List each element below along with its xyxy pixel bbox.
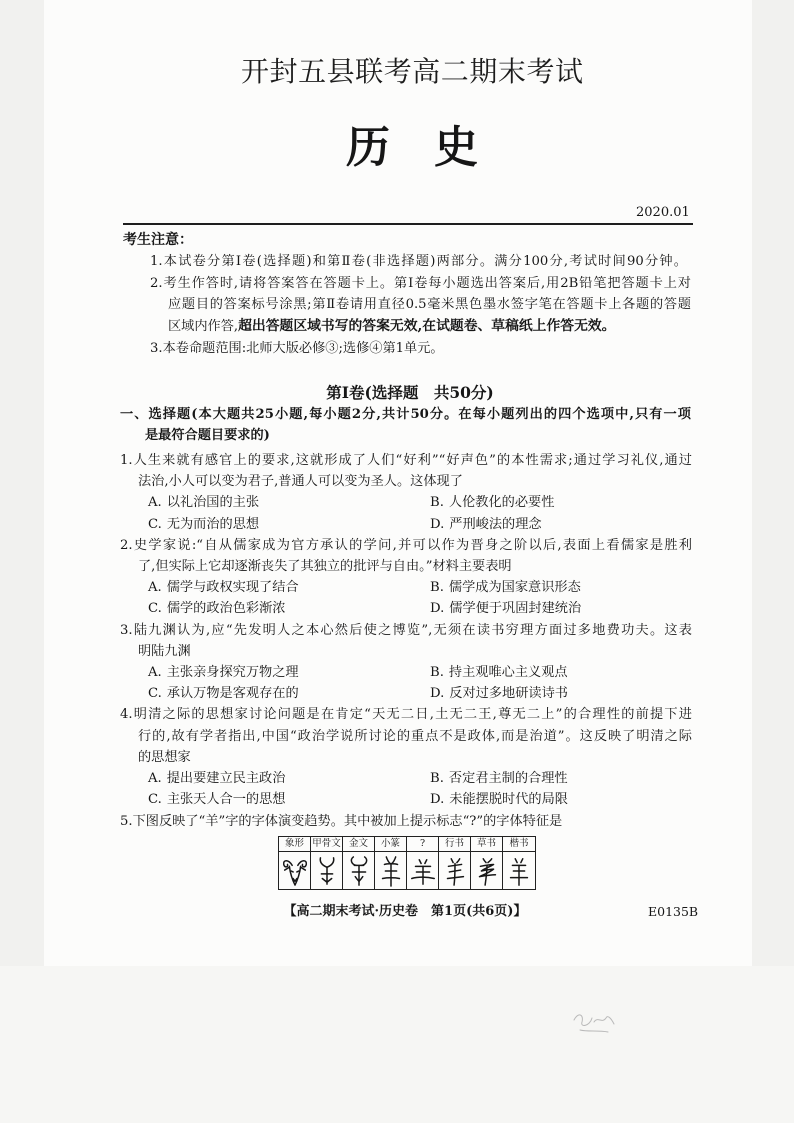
question-1-option-a [148, 494, 259, 512]
question-4-stem: 4.明清之际的思想家讨论问题是在肯定“天无二日,土无二王,尊无二上”的合理性的前提下进 [120, 707, 692, 722]
table-header-regular: 楷书 [503, 837, 535, 852]
option-label: D. [430, 517, 445, 532]
question-1-option-c [148, 516, 259, 534]
page-footer-label: 【高二期末考试·历史卷 第1页(共6页)】 [283, 904, 527, 919]
option-label: C. [148, 601, 162, 616]
scan-lower-margin [0, 966, 794, 1123]
option-text: 承认万物是客观存在的 [166, 686, 299, 701]
sheep-running-script-glyph [440, 853, 470, 889]
option-label: C. [148, 686, 162, 701]
script-evolution-table [278, 836, 536, 890]
sheep-oracle-bone-glyph [312, 853, 342, 889]
section-instructions: 是最符合题目要求的) [145, 428, 270, 443]
subject-title: 历 史 [346, 122, 478, 173]
table-header-oracle-bone: 甲骨文 [311, 837, 343, 852]
option-text: 无为而治的思想 [166, 517, 260, 532]
option-text: 儒学便于巩固封建统治 [449, 601, 582, 616]
pencil-mark [568, 1000, 620, 1040]
notice-line: 2.考生作答时,请将答案答在答题卡上。第Ⅰ卷每小题选出答案后,用2B铅笔把答题卡上对 [150, 276, 691, 291]
glyph-cell [503, 852, 535, 890]
glyph-cell [279, 852, 311, 890]
option-text: 儒学成为国家意识形态 [448, 580, 581, 595]
question-1-stem: 法治,小人可以变为君子,普通人可以变为圣人。这体现了 [138, 474, 463, 489]
option-text: 反对过多地研读诗书 [449, 686, 568, 701]
option-text: 儒学的政治色彩渐浓 [166, 601, 286, 616]
question-3-option-a [148, 664, 299, 682]
question-2-stem: 2.史学家说:“自从儒家成为官方承认的学问,并可以作为晋身之阶以后,表面上看儒家是胜利 [120, 538, 692, 553]
option-label: A. [148, 580, 162, 595]
question-2-option-c [148, 600, 286, 618]
question-3-option-c [148, 685, 299, 703]
section-title: 第Ⅰ卷(选择题 共50分) [326, 383, 494, 402]
notice-line-text: 区域内作答, [168, 319, 239, 334]
table-header-cursive: 草书 [471, 837, 503, 852]
option-text: 未能摆脱时代的局限 [449, 792, 568, 807]
table-header-small-seal: 小篆 [375, 837, 407, 852]
option-text: 儒学与政权实现了结合 [166, 580, 299, 595]
option-text: 主张天人合一的思想 [166, 792, 286, 807]
table-header-unknown: ? [407, 837, 439, 852]
option-label: A. [148, 771, 162, 786]
option-text: 提出要建立民主政治 [166, 771, 286, 786]
paper-code: E0135B [648, 904, 699, 919]
table-header-bronze: 金文 [343, 837, 375, 852]
option-text: 严刑峻法的理念 [449, 517, 542, 532]
option-label: B. [430, 771, 444, 786]
sheep-pictograph-glyph [280, 853, 310, 889]
option-label: B. [430, 665, 444, 680]
option-label: C. [148, 517, 162, 532]
question-1-stem: 1.人生来就有感官上的要求,这就形成了人们“好利”“好声色”的本性需求;通过学习礼仪,通过 [120, 453, 692, 468]
exam-title: 开封五县联考高二期末考试 [241, 55, 583, 88]
option-text: 以礼治国的主张 [166, 495, 260, 510]
table-header-running: 行书 [439, 837, 471, 852]
question-4-option-c [148, 791, 286, 809]
question-1-option-d [430, 516, 542, 534]
option-text: 否定君主制的合理性 [448, 771, 568, 786]
glyph-cell [343, 852, 375, 890]
sheep-unknown-script-glyph [408, 853, 438, 889]
table-header-pictograph: 象形 [279, 837, 311, 852]
notice-heading: 考生注意： [123, 232, 193, 248]
question-4-stem: 的思想家 [138, 750, 191, 765]
option-label: B. [430, 495, 444, 510]
option-label: D. [430, 601, 445, 616]
option-label: A. [148, 495, 162, 510]
question-4-stem: 行的,故有学者指出,中国“政治学说所讨论的重点不是政体,而是治道”。这反映了明清之际 [138, 729, 692, 744]
section-instructions: 一、选择题(本大题共25小题,每小题2分,共计50分。在每小题列出的四个选项中,只有一项 [120, 407, 691, 422]
notice-line: 应题目的答案标号涂黑;第Ⅱ卷请用直径0.5毫米黑色墨水签字笔在答题卡上各题的答题 [168, 297, 691, 312]
option-label: D. [430, 792, 445, 807]
option-label: B. [430, 580, 444, 595]
exam-date: 2020.01 [636, 205, 690, 220]
option-label: D. [430, 686, 445, 701]
glyph-cell [375, 852, 407, 890]
header-rule [123, 223, 693, 225]
glyph-cell [407, 852, 439, 890]
question-2-option-b [430, 579, 581, 597]
question-2-option-a [148, 579, 299, 597]
question-1-option-b [430, 494, 554, 512]
notice-line: 3.本卷命题范围:北师大版必修③;选修④第1单元。 [150, 341, 444, 356]
sheep-regular-script-glyph [504, 853, 534, 889]
question-2-option-d [430, 600, 581, 618]
notice-line [168, 317, 615, 335]
question-4-option-d [430, 791, 568, 809]
question-3-stem: 3.陆九渊认为,应“先发明人之本心然后使之博览”,无须在读书穷理方面过多地费功夫。这表 [120, 623, 692, 638]
option-text: 主张亲身探究万物之理 [166, 665, 299, 680]
question-2-stem: 了,但实际上它却逐渐丧失了其独立的批评与自由。”材料主要表明 [138, 559, 512, 574]
question-3-stem: 明陆九渊 [138, 644, 191, 659]
sheep-cursive-glyph [472, 853, 502, 889]
question-3-option-d [430, 685, 568, 703]
notice-line: 1.本试卷分第Ⅰ卷(选择题)和第Ⅱ卷(非选择题)两部分。满分100分,考试时间90分钟。 [150, 254, 687, 269]
option-text: 人伦教化的必要性 [448, 495, 555, 510]
sheep-bronze-glyph [344, 853, 374, 889]
question-3-option-b [430, 664, 568, 682]
question-5-stem: 5.下图反映了“羊”字的字体演变趋势。其中被加上提示标志“?”的字体特征是 [120, 814, 563, 829]
glyph-cell [471, 852, 503, 890]
glyph-cell [439, 852, 471, 890]
sheep-small-seal-glyph [376, 853, 406, 889]
option-label: A. [148, 665, 162, 680]
glyph-cell [311, 852, 343, 890]
question-4-option-b [430, 770, 568, 788]
option-text: 持主观唯心主义观点 [448, 665, 568, 680]
notice-warning-bold: 超出答题区域书写的答案无效,在试题卷、草稿纸上作答无效。 [238, 318, 616, 334]
option-label: C. [148, 792, 162, 807]
question-4-option-a [148, 770, 285, 788]
